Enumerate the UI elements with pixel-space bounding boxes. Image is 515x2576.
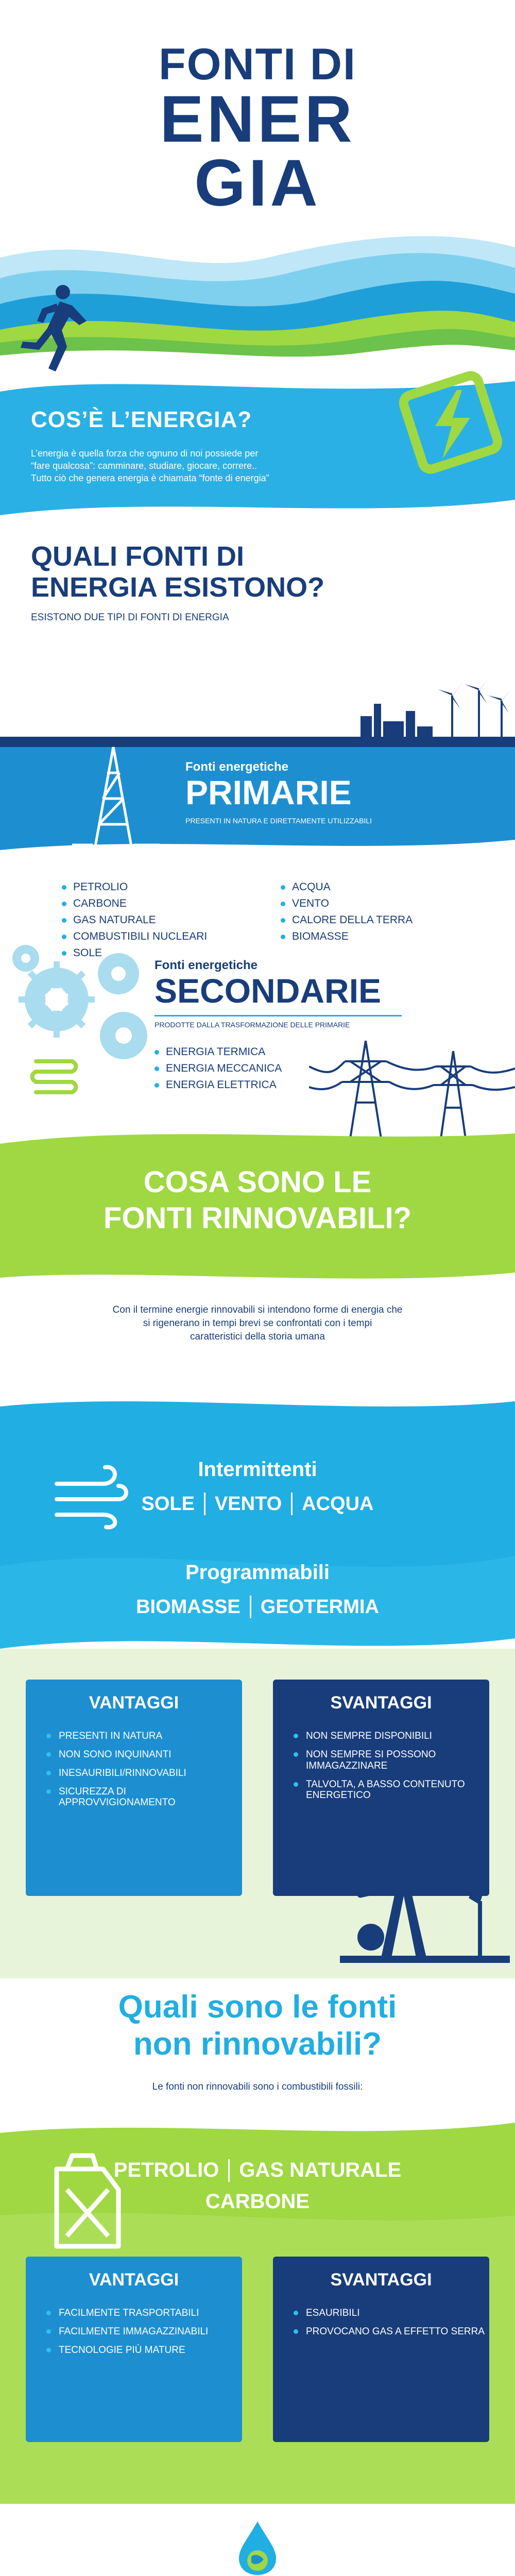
rinnovabili-text	[0, 1303, 515, 1344]
list-item: NON SEMPRE SI POSSONO IMMAGAZZINARE	[294, 1749, 489, 1772]
secondarie-header	[154, 958, 464, 1029]
rinnovabili-title-line: FONTI RINNOVABILI?	[103, 1201, 412, 1235]
programmabili-block	[0, 1561, 515, 1618]
quali-fonti-title-line: ENERGIA ESISTONO?	[31, 572, 325, 603]
non-rinnovabili-title-line: Quali sono le fonti	[118, 1989, 397, 2025]
oil-derrick-icon	[62, 742, 165, 866]
non-rinnovabili-subtitle: Le fonti non rinnovabili sono i combustibili fossili:	[152, 2081, 363, 2092]
water-drop-logo-icon	[227, 2519, 288, 2576]
list-item: ENERGIA TERMICA	[154, 1046, 282, 1058]
list-item: CARBONE	[62, 897, 207, 910]
svantaggi-list	[294, 2308, 489, 2337]
list-item: TECNOLOGIE PIÙ MATURE	[46, 2345, 242, 2356]
rinnovabili-text-line: caratteristici della storia umana	[190, 1331, 325, 1342]
list-item: BIOMASSE	[281, 930, 413, 943]
list-item: ENERGIA MECCANICA	[154, 1062, 282, 1075]
list-item: INESAURIBILI/RINNOVABILI	[46, 1768, 242, 1779]
gears-icon	[0, 938, 165, 1092]
vantaggi-list	[46, 2308, 242, 2356]
list-item: ESAURIBILI	[294, 2308, 489, 2319]
quali-fonti-title	[31, 541, 443, 603]
list-item: COMBUSTIBILI NUCLEARI	[62, 930, 207, 943]
primarie-right-list	[281, 881, 413, 947]
programmabili-item: GEOTERMIA	[260, 1596, 379, 1618]
list-item: GAS NATURALE	[62, 914, 207, 926]
non-rinnovabili-vantaggi-card	[26, 2257, 242, 2442]
intermittenti-block	[0, 1458, 515, 1515]
list-item: NON SEMPRE DISPONIBILI	[294, 1731, 489, 1742]
list-item: SOLE	[62, 947, 207, 959]
quali-fonti-section	[31, 541, 443, 623]
intermittenti-item: SOLE	[141, 1493, 195, 1515]
rinnovabili-title	[0, 1164, 515, 1236]
energia-text-line: “fare qualcosa”: camminare, studiare, giocare, correre..	[31, 461, 258, 471]
list-item: PETROLIO	[62, 881, 207, 893]
programmabili-row	[0, 1596, 515, 1618]
quali-fonti-title-line: QUALI FONTI DI	[31, 541, 244, 572]
energia-title: COS’È L’ENERGIA?	[31, 407, 252, 432]
quali-fonti-subtitle: ESISTONO DUE TIPI DI FONTI DI ENERGIA	[31, 612, 229, 623]
title-line-3: GIA	[194, 146, 321, 220]
energia-text-line: L’energia è quella forza che ognuno di noi possiede per	[31, 448, 259, 459]
fossili-item: PETROLIO	[113, 2159, 219, 2181]
non-rinnovabili-svantaggi-card	[273, 2257, 489, 2442]
list-item: NON SONO INQUINANTI	[46, 1749, 242, 1760]
rinnovabili-vantaggi-card	[26, 1680, 242, 1896]
energia-text	[31, 447, 360, 484]
primarie-subtitle: PRESENTI IN NATURA E DIRETTAMENTE UTILIZZABILI	[185, 817, 372, 825]
list-item: TALVOLTA, A BASSO CONTENUTO ENERGETICO	[294, 1779, 489, 1802]
list-item: CALORE DELLA TERRA	[281, 914, 413, 926]
rinnovabili-text-line: si rigenerano in tempi brevi se confrontati con i tempi	[143, 1318, 372, 1329]
intermittenti-label: Intermittenti	[198, 1458, 317, 1481]
list-item: ACQUA	[281, 881, 413, 893]
fossili-item: GAS NATURALE	[239, 2159, 402, 2181]
svantaggi-title: SVANTAGGI	[330, 2270, 432, 2290]
svantaggi-list	[294, 1731, 489, 1801]
secondarie-list	[154, 1046, 282, 1095]
title-line-2: ENER	[160, 82, 355, 156]
fossili-row-1	[0, 2159, 515, 2182]
runner-icon	[15, 281, 93, 384]
vantaggi-title: VANTAGGI	[89, 2270, 179, 2290]
rinnovabili-title-line: COSA SONO LE	[143, 1165, 372, 1199]
secondarie-title: SECONDARIE	[154, 972, 382, 1010]
programmabili-item: BIOMASSE	[136, 1596, 241, 1618]
list-item: FACILMENTE TRASPORTABILI	[46, 2308, 242, 2319]
fossili-block	[0, 2159, 515, 2213]
energia-section	[31, 407, 360, 484]
fossili-row-2: CARBONE	[205, 2190, 310, 2213]
list-item: VENTO	[281, 897, 413, 910]
intermittenti-item: VENTO	[214, 1493, 282, 1515]
non-rinnovabili-title-line: non rinnovabili?	[133, 2026, 382, 2062]
intermittenti-item: ACQUA	[302, 1493, 374, 1515]
primarie-header	[185, 760, 453, 825]
primarie-title: PRIMARIE	[185, 773, 352, 811]
list-item: PROVOCANO GAS A EFFETTO SERRA	[294, 2326, 489, 2337]
spring-icon	[26, 1051, 82, 1108]
secondarie-kicker: Fonti energetiche	[154, 958, 258, 972]
secondarie-subtitle: PRODOTTE DALLA TRASFORMAZIONE DELLE PRIMARIE	[154, 1015, 402, 1029]
non-rinnovabili-title	[0, 1989, 515, 2063]
list-item: ENERGIA ELETTRICA	[154, 1079, 282, 1091]
list-item: SICUREZZA DI APPROVVIGIONAMENTO	[46, 1786, 242, 1809]
battery-bolt-icon	[399, 363, 502, 482]
svantaggi-title: SVANTAGGI	[330, 1693, 432, 1713]
list-item: PRESENTI IN NATURA	[46, 1731, 242, 1742]
oil-pump-icon	[340, 1855, 510, 1963]
energia-text-line: Tutto ciò che genera energia è chiamata “fonte di energia”	[31, 473, 269, 483]
main-title	[0, 40, 515, 220]
programmabili-label: Programmabili	[185, 1561, 330, 1584]
vantaggi-title: VANTAGGI	[89, 1693, 179, 1713]
list-item: FACILMENTE IMMAGAZZINABILI	[46, 2326, 242, 2337]
primarie-kicker: Fonti energetiche	[185, 760, 289, 774]
intermittenti-row	[0, 1493, 515, 1515]
rinnovabili-text-line: Con il termine energie rinnovabili si intendono forme di energia che	[112, 1304, 403, 1315]
vantaggi-list	[46, 1731, 242, 1808]
title-line-1: FONTI DI	[159, 40, 356, 89]
